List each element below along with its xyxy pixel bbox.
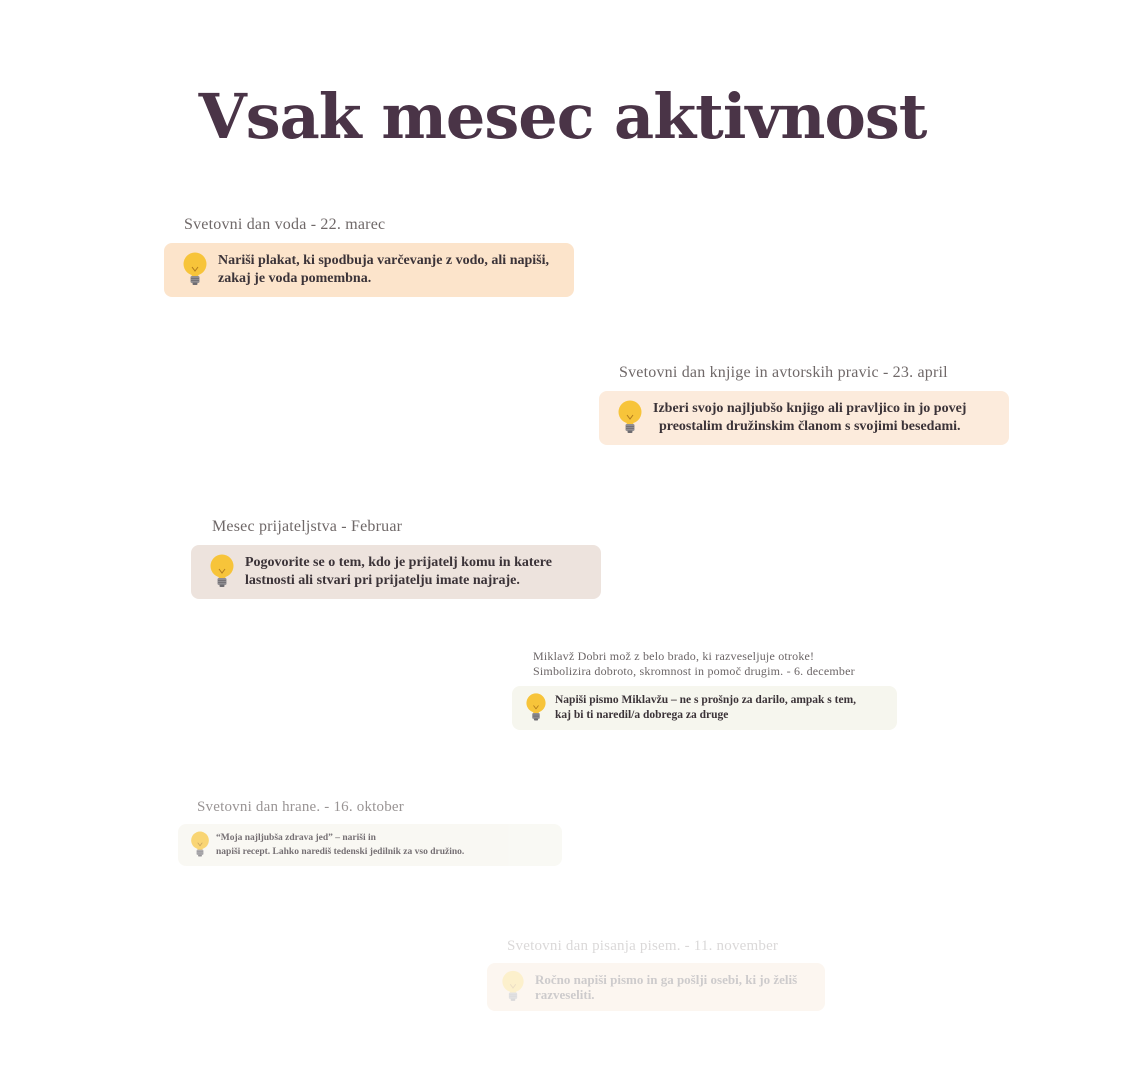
lightbulb-icon	[209, 554, 235, 590]
activity-title-text: Miklavž Dobri mož z belo brado, ki razveseljuje otroke! Simbolizira dobroto, skromnost in pomoč drugim. - 6. december	[533, 649, 855, 678]
lightbulb-icon	[617, 400, 643, 436]
activity-description-text: Pogovorite se o tem, kdo je prijatelj komu in katere lastnosti ali stvari pri prijatelju imate najraje.	[245, 555, 552, 588]
activity-description	[653, 400, 966, 436]
activity-description	[245, 554, 552, 590]
activity-description-text: Ročno napiši pismo in ga pošlji osebi, ki jo želiš razveseliti.	[535, 972, 798, 1002]
activity-description	[535, 972, 797, 1002]
activity-food-day	[178, 799, 562, 866]
activity-description	[216, 831, 464, 859]
activity-card	[599, 391, 1009, 445]
activity-description-text: Izberi svojo najljubšo knjigo ali pravljico in jo povej preostalim družinskim članom s svojimi besedami.	[653, 401, 967, 434]
activity-title: Svetovni dan hrane. - 16. oktober	[197, 799, 404, 815]
activity-letter-writing-day	[487, 938, 825, 1011]
lightbulb-icon	[182, 252, 208, 288]
activity-title: Svetovni dan knjige in avtorskih pravic - 23. april	[619, 364, 948, 381]
activity-title: Svetovni dan pisanja pisem. - 11. november	[507, 938, 779, 954]
activity-title: Svetovni dan voda - 22. marec	[184, 216, 386, 233]
activity-description-text: “Moja najljubša zdrava jed” – nariši in napiši recept. Lahko narediš tedenski jedilnik za vso družino.	[216, 833, 465, 857]
activity-description-text: Napiši pismo Miklavžu – ne s prošnjo za darilo, ampak s tem, kaj bi ti naredil/a dobrega za druge	[555, 694, 857, 721]
activity-card	[178, 824, 562, 866]
lightbulb-icon	[525, 693, 547, 723]
activity-description	[218, 252, 549, 288]
activity-card	[487, 963, 825, 1011]
activity-title	[533, 649, 897, 679]
activity-miklavz	[512, 649, 897, 730]
activity-card	[191, 545, 601, 599]
activity-book-day	[599, 364, 1009, 445]
activity-card	[512, 686, 897, 730]
activity-description	[555, 693, 856, 723]
lightbulb-icon	[501, 970, 525, 1004]
lightbulb-icon	[190, 831, 210, 859]
activity-description-text: Nariši plakat, ki spodbuja varčevanje z vodo, ali napiši, zakaj je voda pomembna.	[218, 253, 549, 286]
activity-friendship-month	[191, 518, 601, 599]
activity-card	[164, 243, 574, 297]
activity-water-day	[164, 216, 574, 297]
page-title: Vsak mesec aktivnost	[198, 80, 927, 153]
activity-title: Mesec prijateljstva - Februar	[212, 518, 403, 535]
